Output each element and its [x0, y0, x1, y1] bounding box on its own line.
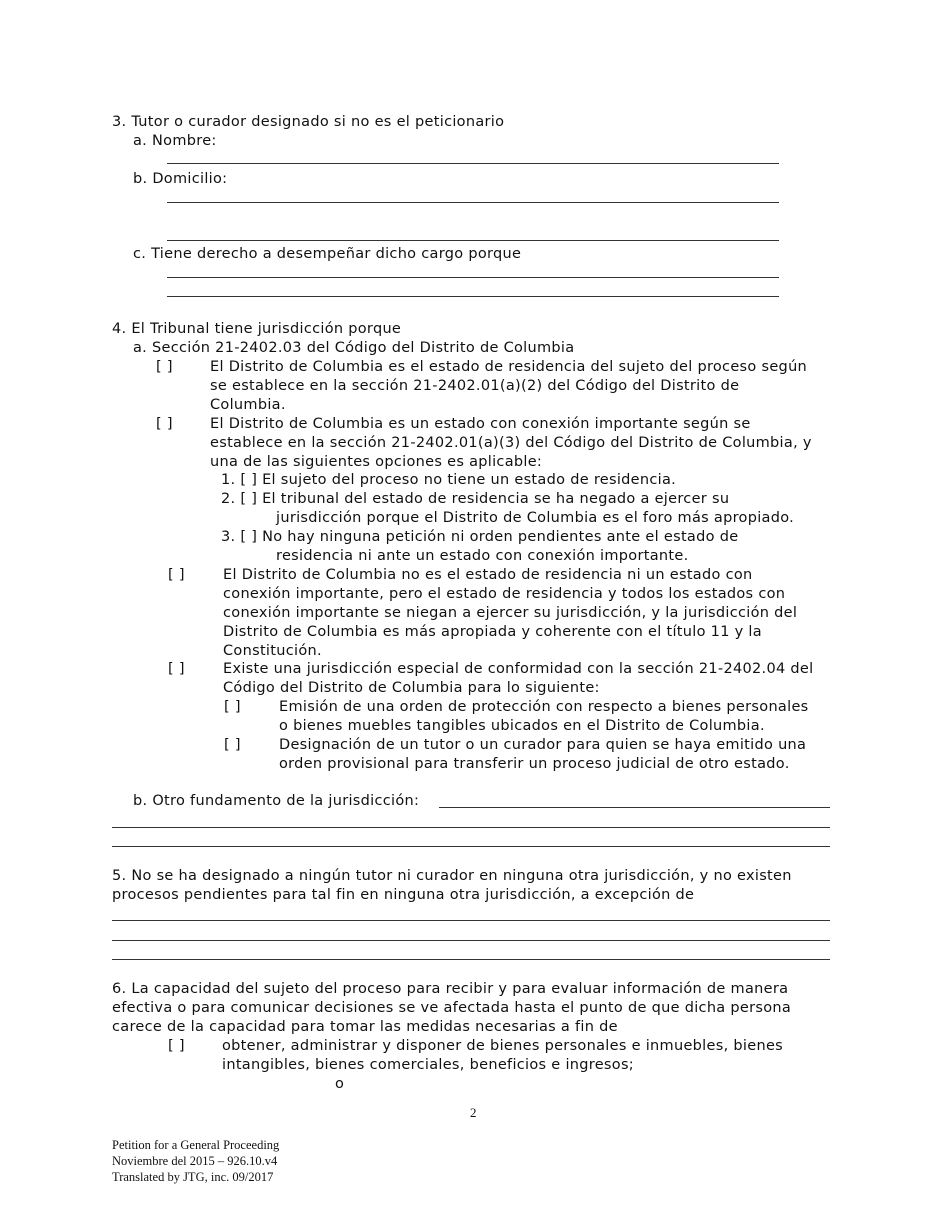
option-text: orden provisional para transferir un proceso judicial de otro estado.: [279, 756, 790, 772]
option-text: El Distrito de Columbia es un estado con conexión importante según se: [210, 416, 751, 432]
field-label-name: a. Nombre:: [133, 133, 217, 149]
option-text: Columbia.: [210, 397, 286, 413]
reason-field-line-2[interactable]: [167, 296, 779, 297]
name-field-line[interactable]: [167, 163, 779, 164]
section-5-line: 5. No se ha designado a ningún tutor ni curador en ninguna otra jurisdicción, y no existen: [112, 868, 792, 884]
reason-field-line-1[interactable]: [167, 277, 779, 278]
option-text: Existe una jurisdicción especial de conformidad con la sección 21-2402.04 del: [223, 661, 814, 677]
other-basis-field-line-2[interactable]: [112, 827, 830, 828]
option-text: residencia ni ante un estado con conexión importante.: [276, 548, 689, 564]
footer-revision: Noviembre del 2015 – 926.10.v4: [112, 1154, 278, 1168]
option-text: se establece en la sección 21-2402.01(a)(2) del Código del Distrito de: [210, 378, 740, 394]
option-text: conexión importante se niegan a ejercer su jurisdicción, y la jurisdicción del: [223, 605, 798, 621]
other-basis-field-line-1[interactable]: [439, 807, 830, 808]
exceptions-field-line-3[interactable]: [112, 959, 830, 960]
checkbox-more-appropriate-forum[interactable]: [ ]: [168, 567, 185, 583]
option-text: El Distrito de Columbia no es el estado de residencia ni un estado con: [223, 567, 753, 583]
checkbox-protective-order[interactable]: [ ]: [224, 699, 241, 715]
field-label-address: b. Domicilio:: [133, 171, 228, 187]
suboption-3[interactable]: 3. [ ] No hay ninguna petición ni orden pendientes ante el estado de: [221, 529, 739, 545]
page-number: 2: [470, 1105, 477, 1120]
option-text: Constitución.: [223, 643, 322, 659]
section-6-line: efectiva o para comunicar decisiones se ve afectada hasta el punto de que dicha persona: [112, 1000, 792, 1016]
section-6-line: 6. La capacidad del sujeto del proceso para recibir y para evaluar información de manera: [112, 981, 789, 997]
section-4a-heading: a. Sección 21-2402.03 del Código del Distrito de Columbia: [133, 340, 575, 356]
section-3-heading: 3. Tutor o curador designado si no es el peticionario: [112, 114, 505, 130]
footer-form-title: Petition for a General Proceeding: [112, 1138, 280, 1152]
checkbox-manage-property[interactable]: [ ]: [168, 1038, 185, 1054]
suboption-1[interactable]: 1. [ ] El sujeto del proceso no tiene un estado de residencia.: [221, 472, 677, 488]
option-text: jurisdicción porque el Distrito de Columbia es el foro más apropiado.: [276, 510, 795, 526]
checkbox-residence-state[interactable]: [ ]: [156, 359, 173, 375]
checkbox-special-jurisdiction[interactable]: [ ]: [168, 661, 185, 677]
option-text: establece en la sección 21-2402.01(a)(3) del Código del Distrito de Columbia, y: [210, 435, 812, 451]
exceptions-field-line-2[interactable]: [112, 940, 830, 941]
option-text: una de las siguientes opciones es aplicable:: [210, 454, 543, 470]
footer-translation: Translated by JTG, inc. 09/2017: [112, 1170, 274, 1184]
option-text: Distrito de Columbia es más apropiada y coherente con el título 11 y la: [223, 624, 762, 640]
option-text: Designación de un tutor o un curador para quien se haya emitido una: [279, 737, 807, 753]
section-4-heading: 4. El Tribunal tiene jurisdicción porque: [112, 321, 402, 337]
address-field-line-2[interactable]: [167, 240, 779, 241]
checkbox-significant-connection[interactable]: [ ]: [156, 416, 173, 432]
suboption-2[interactable]: 2. [ ] El tribunal del estado de residencia se ha negado a ejercer su: [221, 491, 730, 507]
field-label-reason: c. Tiene derecho a desempeñar dicho cargo porque: [133, 246, 522, 262]
checkbox-provisional-order[interactable]: [ ]: [224, 737, 241, 753]
option-text: Código del Distrito de Columbia para lo siguiente:: [223, 680, 600, 696]
option-text: Emisión de una orden de protección con respecto a bienes personales: [279, 699, 809, 715]
other-basis-field-line-3[interactable]: [112, 846, 830, 847]
section-5-line: procesos pendientes para tal fin en ninguna otra jurisdicción, a excepción de: [112, 887, 695, 903]
address-field-line-1[interactable]: [167, 202, 779, 203]
option-text: conexión importante, pero el estado de residencia y todos los estados con: [223, 586, 786, 602]
exceptions-field-line-1[interactable]: [112, 920, 830, 921]
or-separator: o: [335, 1076, 345, 1092]
section-6-line: carece de la capacidad para tomar las medidas necesarias a fin de: [112, 1019, 618, 1035]
section-4b-heading: b. Otro fundamento de la jurisdicción:: [133, 793, 420, 809]
option-text: obtener, administrar y disponer de bienes personales e inmuebles, bienes: [222, 1038, 784, 1054]
option-text: intangibles, bienes comerciales, beneficios e ingresos;: [222, 1057, 634, 1073]
option-text: El Distrito de Columbia es el estado de residencia del sujeto del proceso según: [210, 359, 808, 375]
option-text: o bienes muebles tangibles ubicados en el Distrito de Columbia.: [279, 718, 765, 734]
